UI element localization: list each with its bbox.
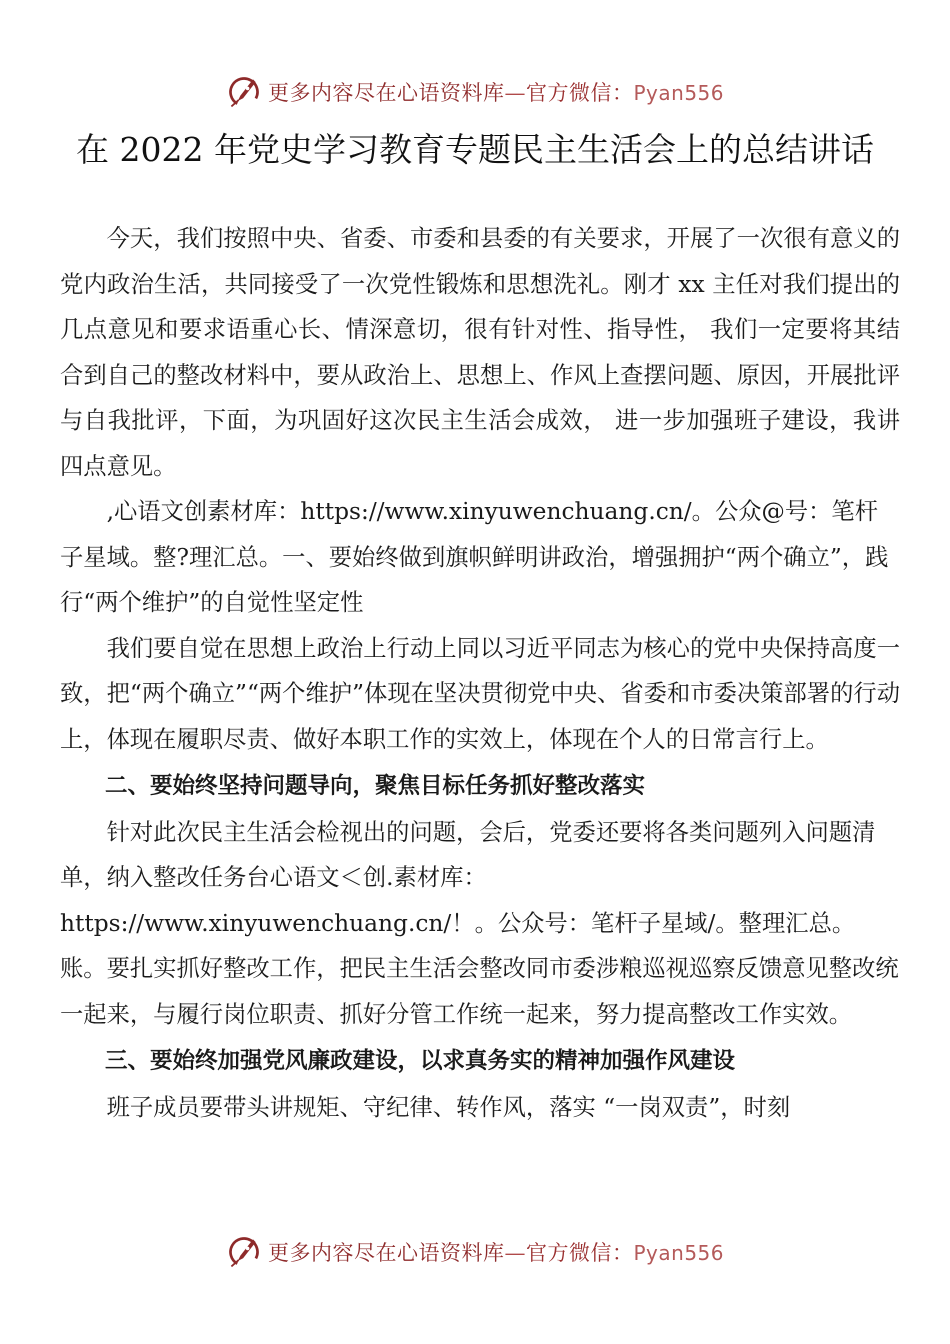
watermark-text xyxy=(268,77,724,107)
watermark-dash: — xyxy=(504,81,526,105)
watermark-handle: Pyan556 xyxy=(633,81,724,105)
paragraph-section-three-body: 班子成员要带头讲规矩、守纪律、转作风，落实 “一岗双责”，时刻 xyxy=(106,1093,791,1121)
section-heading-three: 三、要始终加强党风廉政建设，以求真务实的精神加强作风建设 xyxy=(105,1048,736,1074)
watermark-handle: Pyan556 xyxy=(633,1241,724,1265)
section-heading-two: 二、要始终坚持问题导向，聚焦目标任务抓好整改落实 xyxy=(105,773,646,799)
watermark-brand: 更多内容尽在心语资料库 xyxy=(267,81,505,105)
footer-watermark xyxy=(0,1232,950,1272)
watermark-wechat-label: 官方微信： xyxy=(525,1241,634,1265)
paragraph-section-one: ,心语文创素材库：https://www.xinyuwenchuang.cn/。公众@号：笔杆子星域。整?理汇总。一、要始终做到旗帜鲜明讲政治，增强拥护“两个确立”，践行“两个维护”的自觉性坚定性 xyxy=(60,498,889,616)
watermark-brand: 更多内容尽在心语资料库 xyxy=(267,1241,505,1265)
paragraph-intro: 今天，我们按照中央、省委、市委和县委的有关要求，开展了一次很有意义的党内政治生活，共同接受了一次党性锻炼和思想洗礼。刚才 xx 主任对我们提出的几点意见和要求语重心长、情深意切，很有针对性、指导性， 我们一定要将其结合到自己的整改材料中，要从政治上、思想上、作风上查摆问题、原因，开展批评与自我批评，下面，为巩固好这次民主生活会成效， 进一步加强班子建设，我讲四点意见。 xyxy=(60,225,900,480)
pen-nib-logo-icon xyxy=(226,1234,262,1270)
watermark-text xyxy=(268,1237,724,1267)
pen-nib-logo-icon xyxy=(226,74,262,110)
watermark-dash: — xyxy=(504,1241,526,1265)
document-title: 在 2022 年党史学习教育专题民主生活会上的总结讲话 xyxy=(76,130,874,169)
watermark-wechat-label: 官方微信： xyxy=(525,81,634,105)
paragraph-section-two-body: 针对此次民主生活会检视出的问题，会后，党委还要将各类问题列入问题清单，纳入整改任务台心语文＜创.素材库：https://www.xinyuwenchuang.cn/！。公众号：笔杆子星域/。整理汇总。账。要扎实抓好整改工作，把民主生活会整改同市委涉粮巡视巡察反馈意见整改统一起来，与履行岗位职责、抓好分管工作统一起来，努力提高整改工作实效。 xyxy=(60,818,899,1028)
document-body xyxy=(60,216,900,1130)
paragraph-section-one-body: 我们要自觉在思想上政治上行动上同以习近平同志为核心的党中央保持高度一致，把“两个确立”“两个维护”体现在坚决贯彻党中央、省委和市委决策部署的行动上，体现在履职尽责、做好本职工作的实效上，体现在个人的日常言行上。 xyxy=(60,634,900,753)
header-watermark xyxy=(0,72,950,112)
